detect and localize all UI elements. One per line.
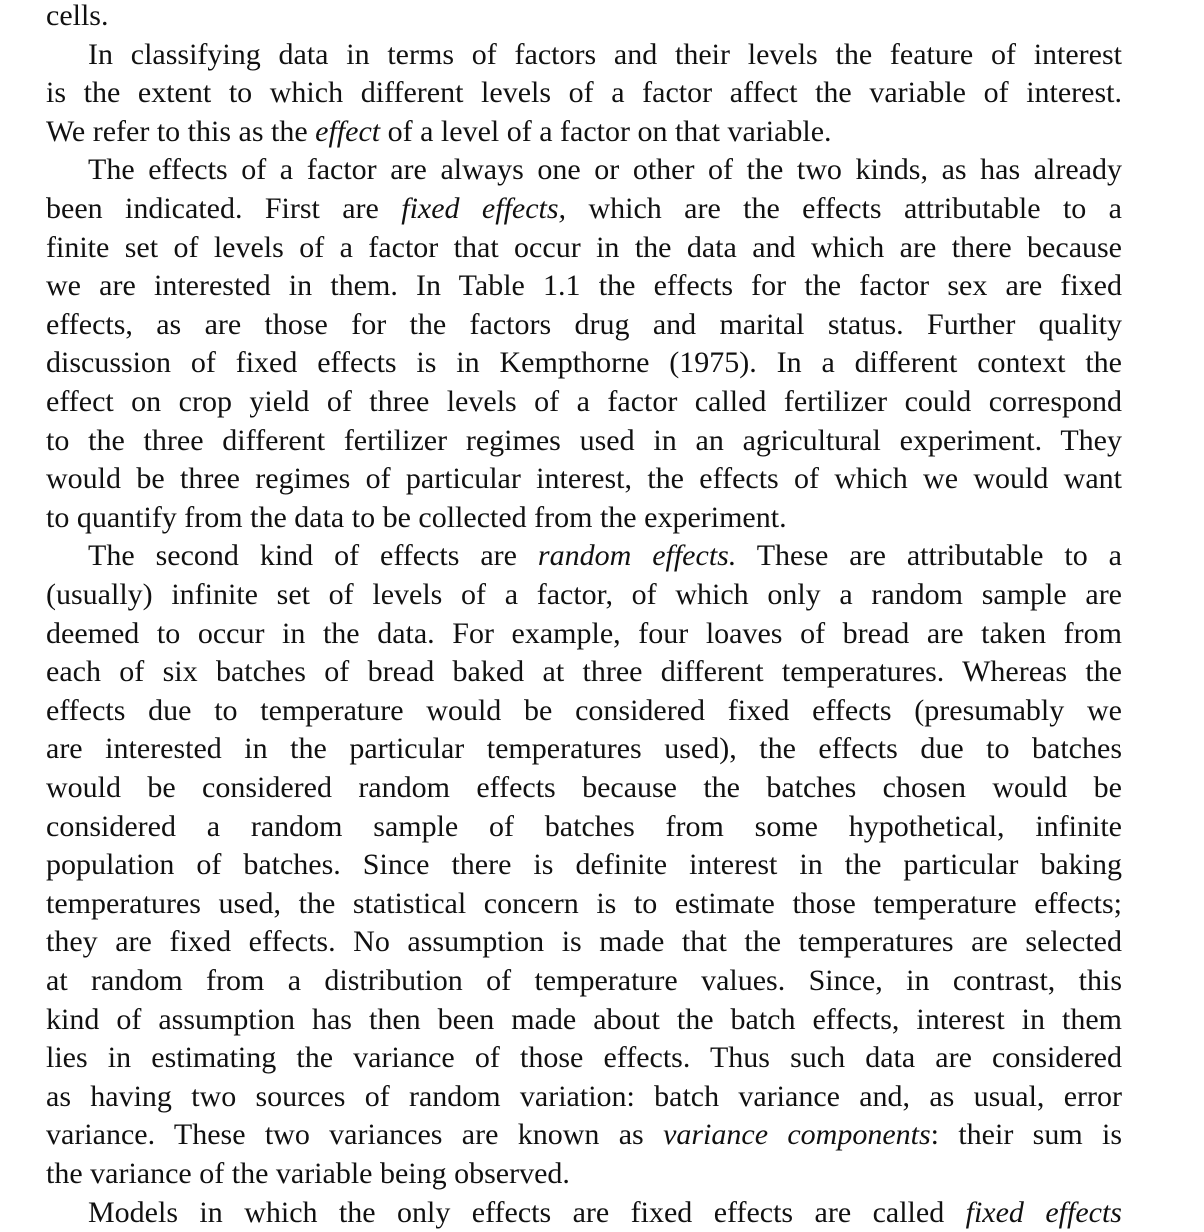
- italic-term: variance components: [663, 1118, 931, 1152]
- text-segment: temperatures used, the statistical concern is to estimate those temperature effects;: [46, 886, 1122, 920]
- text-segment: considered a random sample of batches from some hypothetical, infinite: [46, 809, 1122, 843]
- text-line: [46, 151, 1122, 190]
- text-segment: Models in which the only effects are fixed effects are called: [88, 1195, 966, 1229]
- text-segment: to the three different fertilizer regimes used in an agricultural experiment. They: [46, 423, 1122, 457]
- text-segment: finite set of levels of a factor that occur in the data and which are there because: [46, 230, 1122, 264]
- text-segment: been indicated. First are: [46, 192, 402, 225]
- text-segment: The effects of a factor are always one or other of the two kinds, as has already: [88, 153, 1122, 187]
- text-line: [46, 74, 1122, 113]
- italic-term: effect: [315, 114, 381, 148]
- text-segment: each of six batches of bread baked at three different temperatures. Whereas the: [46, 655, 1122, 689]
- text-segment: which are the effects attributable to a: [566, 192, 1122, 225]
- text-segment: lies in estimating the variance of those effects. Thus such data are considered: [46, 1041, 1122, 1075]
- text-line: [46, 460, 1122, 499]
- text-segment: would be three regimes of particular interest, the effects of which we would want: [46, 462, 1122, 496]
- text-line: [46, 885, 1122, 924]
- italic-term: random effects.: [537, 539, 737, 573]
- text-segment: they are fixed effects. No assumption is made that the temperatures are selected: [46, 925, 1122, 959]
- text-line: [46, 1039, 1122, 1078]
- text-line: [46, 267, 1122, 306]
- text-segment: are interested in the particular temperatures used), the effects due to batches: [46, 732, 1122, 766]
- text-line: [46, 1194, 1122, 1232]
- text-line: [46, 113, 1122, 152]
- text-segment: In classifying data in terms of factors and their levels the feature of interest: [88, 37, 1122, 71]
- text-line: [46, 306, 1122, 345]
- text-line: [46, 1155, 1122, 1194]
- text-segment: as having two sources of random variation: batch variance and, as usual, error: [46, 1079, 1122, 1113]
- text-segment: variance. These two variances are known as: [46, 1118, 664, 1152]
- text-line: [46, 1078, 1122, 1117]
- text-line: [46, 769, 1122, 808]
- text-line: [46, 499, 1122, 538]
- text-segment: These are attributable to a: [736, 539, 1122, 573]
- text-segment: cells.: [46, 0, 109, 32]
- text-segment: We refer to this as the: [46, 114, 316, 148]
- text-segment: of a level of a factor on that variable.: [380, 114, 832, 148]
- text-line: [46, 422, 1122, 461]
- text-line: [46, 692, 1122, 731]
- text-segment: at random from a distribution of temperature values. Since, in contrast, this: [46, 964, 1122, 997]
- italic-term: fixed effects: [965, 1195, 1122, 1229]
- text-line: [46, 36, 1122, 75]
- text-line: [46, 1116, 1122, 1155]
- text-segment: deemed to occur in the data. For example, four loaves of bread are taken from: [46, 616, 1122, 650]
- text-segment: discussion of fixed effects is in Kempthorne (1975). In a different context the: [46, 346, 1122, 380]
- text-line: [46, 923, 1122, 962]
- text-line: [46, 615, 1122, 654]
- text-segment: to quantify from the data to be collected from the experiment.: [46, 500, 787, 534]
- italic-term: fixed effects,: [401, 192, 567, 225]
- text-line: [46, 344, 1122, 383]
- text-segment: population of batches. Since there is definite interest in the particular baking: [46, 848, 1122, 882]
- text-segment: : their sum is: [930, 1118, 1123, 1152]
- text-line: [46, 190, 1122, 229]
- text-segment: effects, as are those for the factors drug and marital status. Further quality: [46, 307, 1122, 341]
- text-line: [46, 846, 1122, 885]
- text-line: [46, 808, 1122, 847]
- text-segment: kind of assumption has then been made about the batch effects, interest in them: [46, 1002, 1122, 1036]
- text-segment: effects due to temperature would be considered fixed effects (presumably we: [46, 693, 1122, 727]
- text-line: [46, 1001, 1122, 1040]
- text-line: [46, 576, 1122, 615]
- text-line: [46, 383, 1122, 422]
- text-segment: would be considered random effects because the batches chosen would be: [46, 771, 1122, 804]
- text-line: [46, 962, 1122, 1001]
- text-line: [46, 730, 1122, 769]
- text-line: [46, 0, 1122, 36]
- text-segment: (usually) infinite set of levels of a factor, of which only a random sample are: [46, 578, 1122, 611]
- text-segment: we are interested in them. In Table 1.1 the effects for the factor sex are fixed: [46, 269, 1122, 303]
- text-line: [46, 537, 1122, 576]
- text-segment: the variance of the variable being observed.: [46, 1157, 570, 1190]
- text-segment: effect on crop yield of three levels of a factor called fertilizer could correspond: [46, 385, 1122, 418]
- text-segment: is the extent to which different levels of a factor affect the variable of interest.: [46, 76, 1122, 110]
- document-page: [46, 0, 1123, 1229]
- text-segment: The second kind of effects are: [88, 539, 538, 573]
- text-line: [46, 653, 1122, 692]
- text-line: [46, 229, 1122, 268]
